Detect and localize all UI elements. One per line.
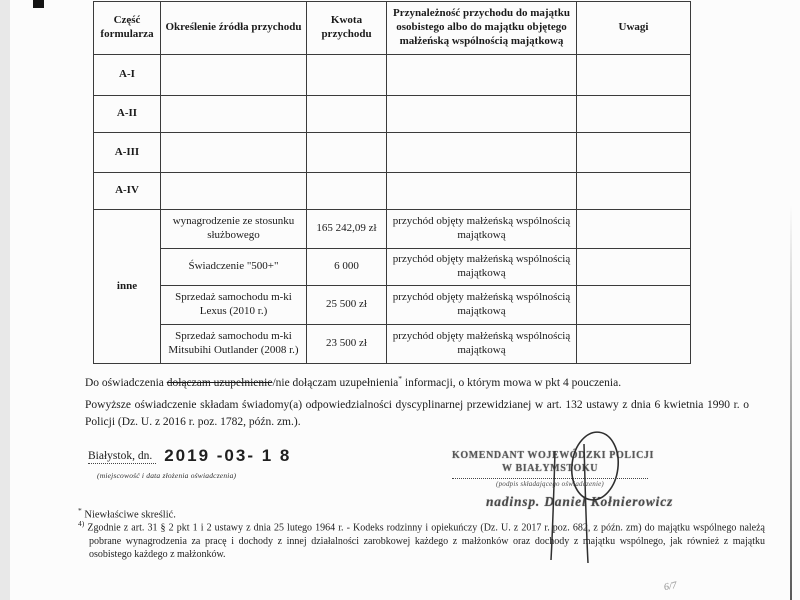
part-cell: A-IV [94,173,161,210]
stamp-line-1: KOMENDANT WOJEWÓDZKI POLICJI [452,450,655,461]
amount-cell: 25 500 zł [307,286,387,325]
scan-edge-line [790,205,792,600]
remarks-cell [577,325,691,364]
table-row-a1 [94,55,691,96]
empty-cell [577,96,691,133]
place-date-line [88,444,291,464]
table-row-a3 [94,133,691,173]
empty-cell [307,55,387,96]
ownership-cell: przychód objęty małżeńską wspólnością majątkową [387,325,577,364]
empty-cell [577,55,691,96]
responsibility-statement: Powyższe oświadczenie składam świadomy(a) odpowiedzialności dyscyplinarnej przewidzianej w art. 132 ustawy z dnia 6 kwietnia 1990 r. o Policji (Dz. U. z 2016 r. poz. 1782, późn. zm.). [85,399,749,428]
empty-cell [387,133,577,173]
empty-cell [307,133,387,173]
official-stamp [452,449,655,488]
part-cell: A-III [94,133,161,173]
declaration-suffix: informacji, o którym mowa w pkt 4 pouczenia. [402,376,622,389]
empty-cell [161,55,307,96]
ownership-cell: przychód objęty małżeńską wspólnością majątkową [387,249,577,286]
page-number: 6/7 [663,579,678,594]
table-row-a2 [94,96,691,133]
column-header-uwagi: Uwagi [577,2,691,55]
empty-cell [577,173,691,210]
inne-row-3 [94,286,691,325]
struck-option: dołączam uzupełnienie [166,376,273,389]
source-cell: Sprzedaż samochodu m-ki Mitsubihi Outlander (2008 r.) [161,325,307,364]
table-header-row [94,2,691,55]
scan-corner-mark [33,0,44,8]
remarks-cell [577,210,691,249]
date-stamp: 2019 -03- 1 8 [164,446,292,465]
footnote-4 [78,519,765,562]
source-cell: Świadczenie "500+" [161,249,307,286]
part-cell-inne: inne [94,210,161,364]
amount-cell: 6 000 [307,249,387,286]
asterisk-marker: * [398,374,402,383]
scan-edge-strip [0,0,10,600]
footnote-4-marker: 4) [78,519,85,528]
empty-cell [307,96,387,133]
declaration-middle: /nie dołączam uzupełnienia [272,376,399,389]
place-caption: (miejscowość i data złożenia oświadczenia) [97,471,237,480]
footnote-star-text: Niewłaściwe skreślić. [81,509,176,521]
place-label: Białystok, dn. [88,450,156,464]
amount-cell: 165 242,09 zł [307,210,387,249]
inne-row-1 [94,210,691,249]
empty-cell [577,133,691,173]
declaration-prefix: Do oświadczenia [85,376,167,389]
ownership-cell: przychód objęty małżeńską wspólnością majątkową [387,210,577,249]
remarks-cell [577,286,691,325]
empty-cell [307,173,387,210]
empty-cell [387,96,577,133]
column-header-kwota-przychodu: Kwota przychodu [307,2,387,55]
amount-cell: 23 500 zł [307,325,387,364]
source-cell: wynagrodzenie ze stosunku służbowego [161,210,307,249]
column-header-zrodlo-przychodu: Określenie źródła przychodu [161,2,307,55]
empty-cell [161,173,307,210]
footnote-star-marker: * [78,506,82,515]
signatory-name: nadinsp. Daniel Kołnierowicz [486,494,674,509]
income-table [93,1,691,364]
signature-line [452,478,648,479]
column-header-czesc-formularza: Część formularza [94,2,161,55]
footnote-4-text: Zgodnie z art. 31 § 2 pkt 1 i 2 ustawy z dnia 25 lutego 1964 r. - Kodeks rodzinny i opiekuńczy (Dz. U. z 2017 r. poz. 682, z późn. zm) do majątku wspólnego należą pobrane wynagrodzenia za pracę i dochody z innej działalności zarobkowej każdego z małżonków oraz dochody z majątku wspólnego, jak również z majątku osobistego każdego z małżonków. [84,522,765,561]
empty-cell [387,173,577,210]
empty-cell [161,133,307,173]
empty-cell [161,96,307,133]
part-cell: A-I [94,55,161,96]
ownership-cell: przychód objęty małżeńską wspólnością majątkową [387,286,577,325]
signature-caption: (podpis składającego oświadczenie) [496,480,604,488]
inne-row-4 [94,325,691,364]
inne-row-2 [94,249,691,286]
table-row-a4 [94,173,691,210]
remarks-cell [577,249,691,286]
source-cell: Sprzedaż samochodu m-ki Lexus (2010 r.) [161,286,307,325]
stamp-line-2: W BIAŁYMSTOKU [501,463,599,474]
empty-cell [387,55,577,96]
part-cell: A-II [94,96,161,133]
column-header-przynaleznosc: Przynależność przychodu do majątku osobistego albo do majątku objętego małżeńską wspólnością majątkową [387,2,577,55]
attachment-declaration-line [85,374,749,392]
